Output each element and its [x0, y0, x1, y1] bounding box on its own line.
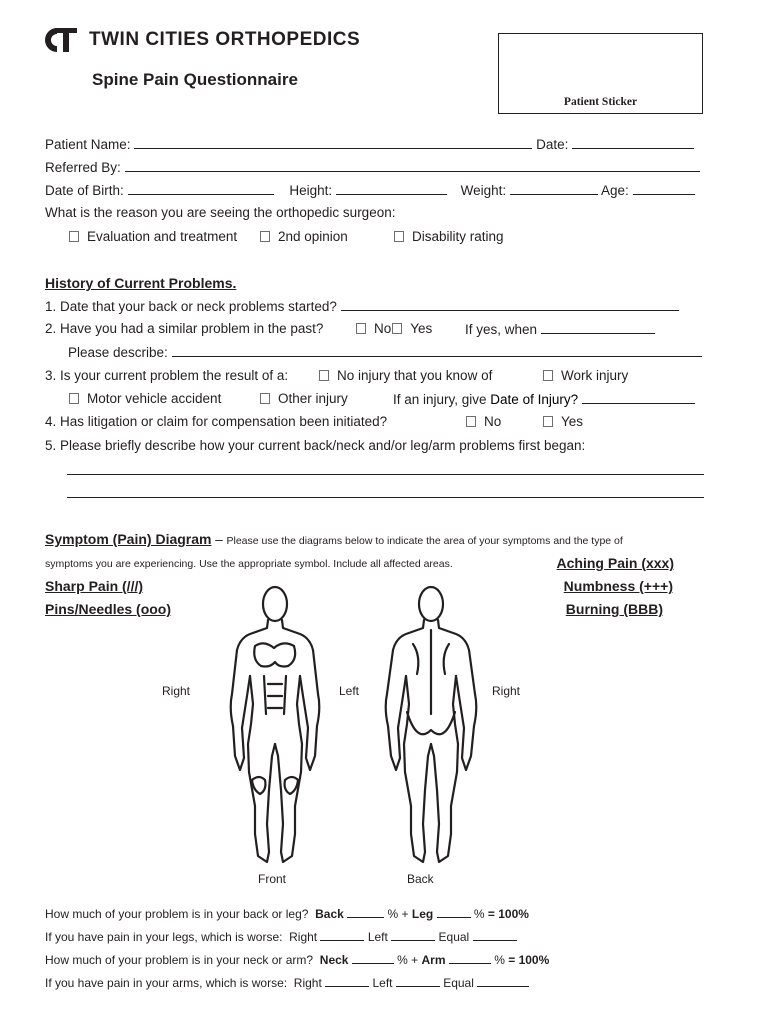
dob-label: Date of Birth: — [45, 183, 124, 198]
q3-option-no-injury[interactable]: No injury that you know of — [319, 368, 492, 383]
arms-right-field[interactable] — [325, 974, 369, 987]
label-left: Left — [339, 684, 360, 698]
checkbox-icon[interactable] — [543, 370, 553, 381]
legend-numbness: Numbness (+++) — [563, 578, 673, 594]
referred-field[interactable] — [125, 159, 700, 172]
diagram-heading-row: Symptom (Pain) Diagram – Please use the diagrams below to indicate the area of your symptoms and the type of — [45, 531, 623, 547]
reason-option-disability[interactable]: Disability rating — [394, 229, 504, 244]
label-right-back: Right — [492, 684, 521, 698]
dob-field[interactable] — [128, 182, 274, 195]
reason-option-second-opinion[interactable]: 2nd opinion — [260, 229, 348, 244]
history-q2: 2. Have you had a similar problem in the past? — [45, 321, 324, 336]
leg-percent-field[interactable] — [437, 905, 471, 918]
distribution-q2: If you have pain in your legs, which is worse: Right Left Equal — [45, 928, 517, 944]
date-label: Date: — [536, 137, 569, 152]
arms-equal-field[interactable] — [477, 974, 529, 987]
legend-burning: Burning (BBB) — [565, 601, 663, 617]
neck-percent-field[interactable] — [352, 951, 394, 964]
history-q4: 4. Has litigation or claim for compensation been initiated? — [45, 414, 388, 429]
legs-equal-field[interactable] — [473, 928, 517, 941]
checkbox-icon[interactable] — [394, 231, 404, 242]
body-front-diagram[interactable] — [222, 584, 328, 870]
label-right-front: Right — [162, 684, 191, 698]
checkbox-icon[interactable] — [466, 416, 476, 427]
q3-injury-date: If an injury, give Date of Injury? — [393, 391, 695, 407]
patient-name-row — [45, 136, 694, 152]
q2-yes-label: Yes — [410, 321, 433, 336]
checkbox-icon[interactable] — [392, 323, 402, 334]
distribution-q3: How much of your problem is in your neck or arm? Neck % + Arm % = 100% — [45, 953, 550, 967]
reason-option-evaluation[interactable]: Evaluation and treatment — [69, 229, 237, 244]
diagram-heading: Symptom (Pain) Diagram — [45, 531, 212, 547]
checkbox-icon[interactable] — [260, 393, 270, 404]
weight-label: Weight: — [460, 183, 507, 198]
legend-sharp: Sharp Pain (///) — [45, 578, 144, 594]
patient-name-label: Patient Name: — [45, 137, 131, 152]
history-q2-when-field[interactable] — [541, 321, 655, 334]
checkbox-icon[interactable] — [543, 416, 553, 427]
injury-date-field[interactable] — [582, 391, 695, 404]
label-back: Back — [407, 872, 434, 886]
org-name: TWIN CITIES ORTHOPEDICS — [89, 29, 361, 50]
body-back-diagram[interactable] — [377, 584, 485, 870]
diagram-instruction-1: Please use the diagrams below to indicate the area of your symptoms and the type of — [226, 535, 623, 547]
tco-logo-icon — [44, 27, 78, 53]
checkbox-icon[interactable] — [69, 231, 79, 242]
history-q1-field[interactable] — [341, 298, 679, 311]
distribution-q1: How much of your problem is in your back or leg? Back % + Leg % = 100% — [45, 907, 529, 921]
arms-left-field[interactable] — [396, 974, 440, 987]
referred-label: Referred By: — [45, 160, 121, 175]
history-q2-describe-field[interactable] — [172, 344, 702, 357]
history-q1: 1. Date that your back or neck problems started? — [45, 298, 679, 314]
history-q3: 3. Is your current problem the result of a: — [45, 368, 289, 383]
q3-option-work-injury[interactable]: Work injury — [543, 368, 628, 383]
dob-row — [45, 182, 695, 198]
history-q2-when: If yes, when — [465, 321, 655, 337]
q3-option-motor-vehicle[interactable]: Motor vehicle accident — [69, 391, 221, 406]
label-front: Front — [258, 872, 287, 886]
height-field[interactable] — [336, 182, 447, 195]
age-field[interactable] — [633, 182, 695, 195]
history-q2-describe: Please describe: — [68, 344, 702, 360]
arm-percent-field[interactable] — [449, 951, 491, 964]
height-label: Height: — [289, 183, 333, 198]
diagram-instruction-2: symptoms you are experiencing. Use the appropriate symbol. Include all affected areas. — [45, 558, 453, 570]
referred-row — [45, 159, 700, 175]
patient-name-field[interactable] — [134, 136, 532, 149]
checkbox-icon[interactable] — [69, 393, 79, 404]
q2-no-label: No — [374, 321, 392, 336]
back-percent-field[interactable] — [347, 905, 384, 918]
legend-pins-needles: Pins/Needles (ooo) — [45, 601, 172, 617]
weight-field[interactable] — [510, 182, 598, 195]
distribution-q4: If you have pain in your arms, which is worse: Right Left Equal — [45, 974, 529, 990]
q4-option-no[interactable]: No — [466, 414, 501, 429]
legs-left-field[interactable] — [391, 928, 435, 941]
history-heading: History of Current Problems. — [45, 275, 237, 291]
checkbox-icon[interactable] — [356, 323, 366, 334]
form-title: Spine Pain Questionnaire — [92, 70, 298, 89]
q3-option-other-injury[interactable]: Other injury — [260, 391, 348, 406]
history-q2-options — [356, 321, 432, 336]
age-label: Age: — [600, 183, 629, 198]
checkbox-icon[interactable] — [319, 370, 329, 381]
q4-option-yes[interactable]: Yes — [543, 414, 583, 429]
reason-question: What is the reason you are seeing the orthopedic surgeon: — [45, 205, 396, 220]
q5-answer-line-1[interactable] — [67, 474, 704, 475]
legs-right-field[interactable] — [320, 928, 364, 941]
history-q5: 5. Please briefly describe how your current back/neck and/or leg/arm problems first began: — [45, 438, 586, 453]
q5-answer-line-2[interactable] — [67, 497, 704, 498]
patient-sticker-label: Patient Sticker — [563, 96, 638, 108]
date-field[interactable] — [572, 136, 694, 149]
patient-sticker-box — [498, 33, 703, 114]
legend-aching: Aching Pain (xxx) — [556, 555, 674, 571]
checkbox-icon[interactable] — [260, 231, 270, 242]
